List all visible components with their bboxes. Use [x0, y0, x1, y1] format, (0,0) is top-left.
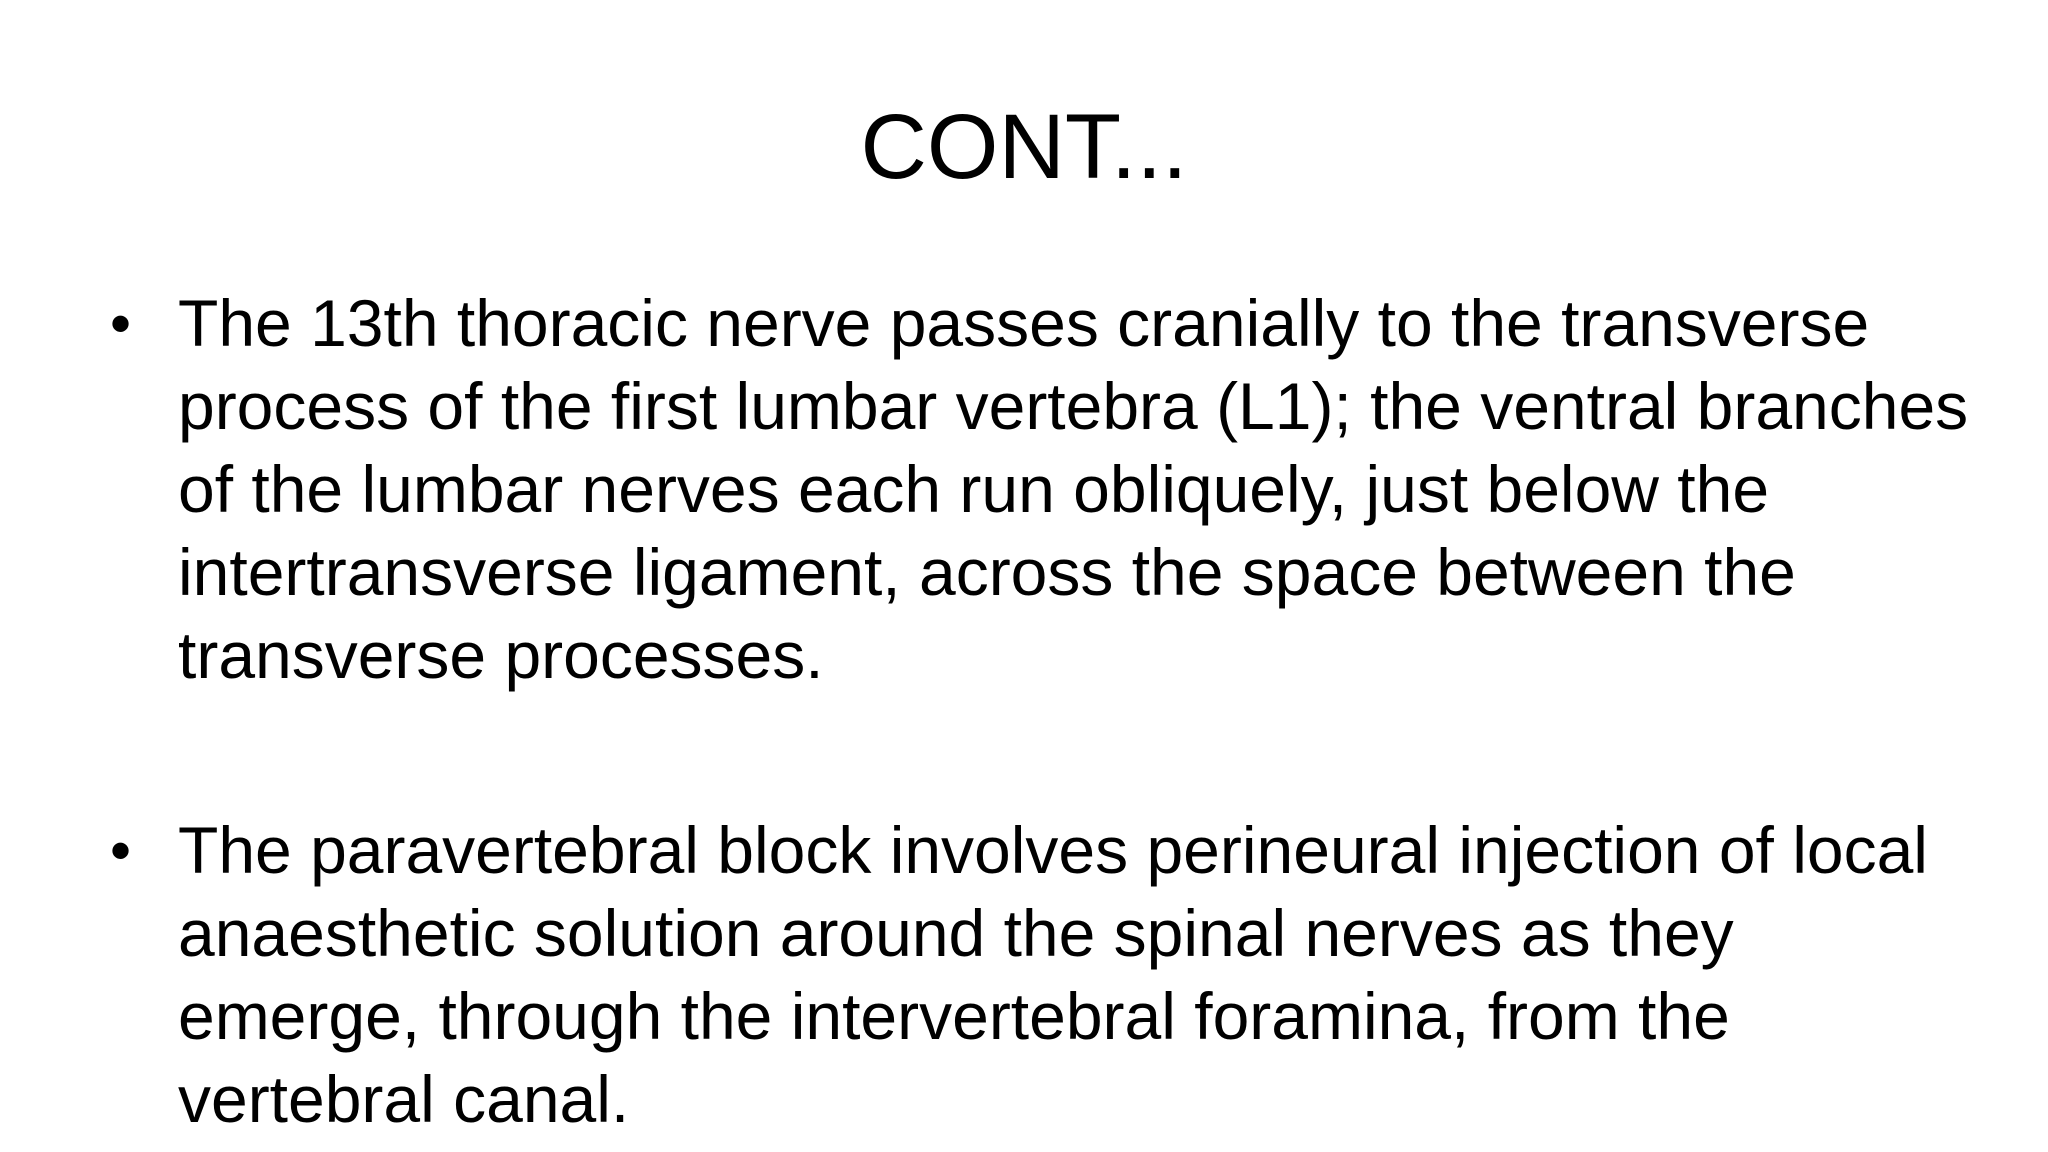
bullet-marker-icon: • [110, 817, 132, 884]
bullet-item-2 [110, 809, 1970, 1141]
bullet-marker-icon: • [110, 290, 132, 357]
bullet-list [110, 282, 1970, 1141]
bullet-text-2: The paravertebral block involves perineural injection of local anaesthetic solution around the spinal nerves as they emerge, through the intervertebral foramina, from the vertebral canal. [178, 813, 1928, 1136]
bullet-item-1 [110, 282, 1970, 697]
slide-title: CONT... [860, 96, 1188, 198]
bullet-text-1: The 13th thoracic nerve passes cranially to the transverse process of the first lumbar vertebra (L1); the ventral branches of the lumbar nerves each run obliquely, just below the intertransverse ligament, across the space between the transverse processes. [178, 286, 1969, 692]
